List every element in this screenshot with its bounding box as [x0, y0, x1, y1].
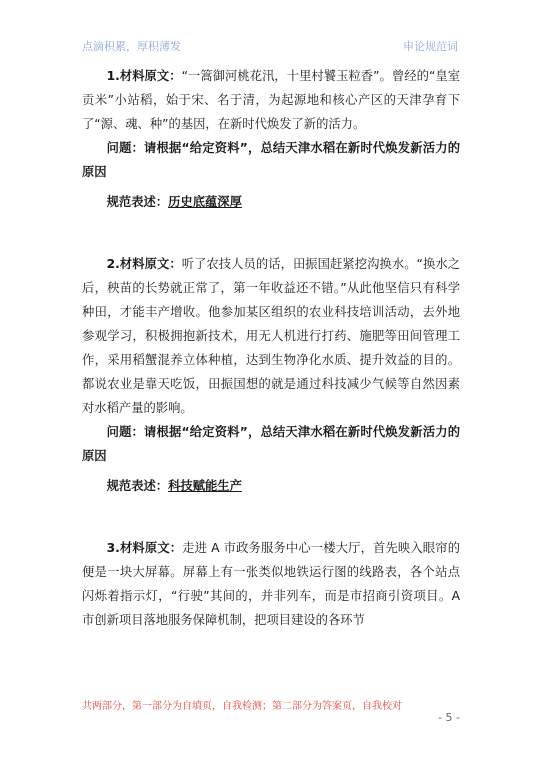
item-1-label: 1.材料原文： [106, 69, 182, 83]
item-2-question [82, 420, 460, 468]
item-2-label: 2.材料原文： [106, 257, 182, 271]
item-1-text: “一篙御河桃花汛，十里村饕玉粒香”。曾经的“皇室贡米”小站稻，始于宋、名于清，为起源地和核心产区的天津孕育下了“源、魂、种”的基因，在新时代焕发了新的活力。 [82, 69, 460, 131]
item-1-question [82, 136, 460, 184]
page-header [82, 38, 458, 54]
item-1-norm-text: 历史底蕴深厚 [168, 195, 242, 209]
item-1-norm [82, 190, 460, 214]
header-right-text: 申论规范词 [403, 40, 458, 53]
item-2-material [82, 252, 460, 420]
item-2-norm [82, 474, 460, 498]
page-number: - 5 - [438, 711, 460, 724]
item-3-text: 走进 A 市政务服务中心一楼大厅，首先映入眼帘的便是一块大屏幕。屏幕上有一张类似地铁运行图的线路表，各个站点闪烁着指示灯，“行驶”其间的，并非列车，而是市招商引资项目。A 市创新项目落地服务保障机制，把项目建设的各环节 [82, 541, 460, 627]
item-1-question-text: 问题：请根据“给定资料”，总结天津水稻在新时代焕发新活力的原因 [82, 141, 460, 179]
footer-note: 共两部分，第一部分为自填页，自我检测；第二部分为答案页，自我校对 [82, 701, 402, 712]
item-2-text: 听了农技人员的话，田振国赶紧挖沟换水。“换水之后，秧苗的长势就正常了，第一年收益还不错。”从此他坚信只有科学种田，才能丰产增收。他参加某区组织的农业科技培训活动，去外地参观学习，积极拥抱新技术，用无人机进行打药、施肥等田间管理工作，采用稻蟹混养立体种植，达到生物净化水质、提升效益的目的。都说农业是靠天吃饭，田振国想的就是通过科技减少气候等自然因素对水稻产量的影响。 [82, 257, 461, 415]
header-left-text: 点滴积累，厚积薄发 [82, 40, 181, 53]
item-2-question-text: 问题：请根据“给定资料”，总结天津水稻在新时代焕发新活力的原因 [82, 425, 460, 463]
item-2-norm-label: 规范表述： [106, 479, 169, 493]
item-2-norm-text: 科技赋能生产 [168, 479, 242, 493]
item-3-material [82, 536, 460, 632]
item-1-norm-label: 规范表述： [106, 195, 169, 209]
item-3-label: 3.材料原文： [106, 541, 183, 555]
document-body [82, 64, 460, 632]
item-1-material [82, 64, 460, 136]
